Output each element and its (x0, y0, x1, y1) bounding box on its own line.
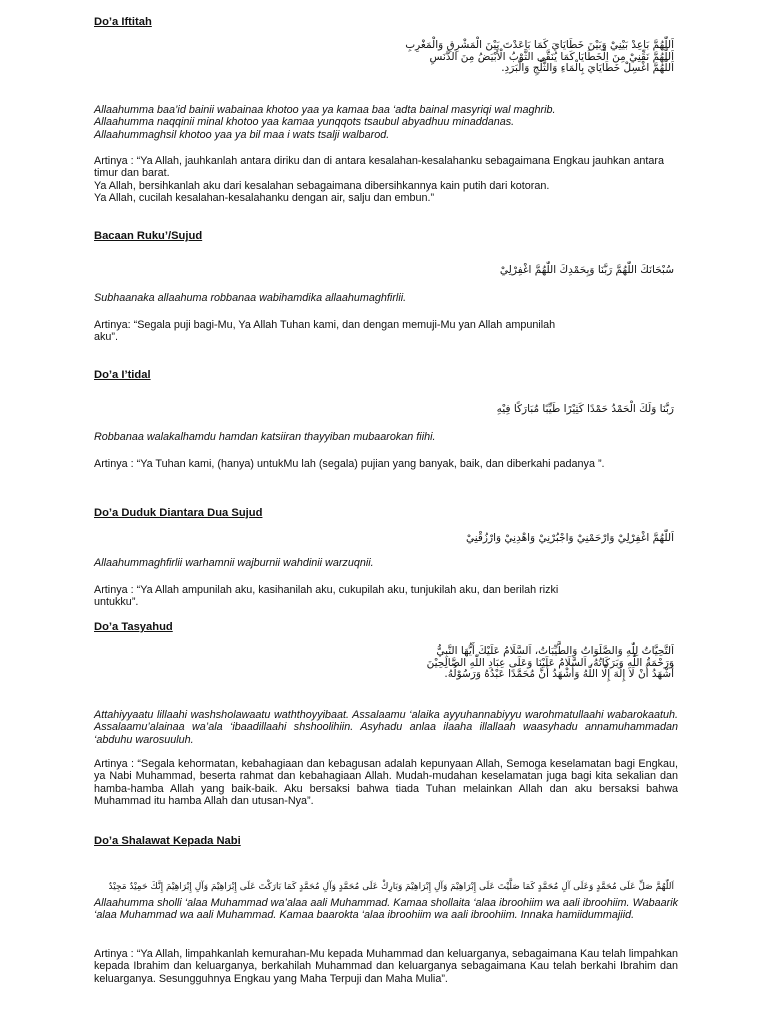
transliteration-shalawat: Allaahumma sholli ‘alaa Muhammad wa’alaa aali Muhammad. Kamaa shollaita ‘alaa ibroohiim wa aali ibroohiim. Wabaarik ‘alaa Muhammad wa aali Muhammad. Kamaa baarokta ‘alaa ibroohiim wa aali ibroohiim. Innaka hamiidummajiid. (94, 897, 678, 922)
arabic-line: اَلتَّحِيَّاتُ لِلّٰهِ وَالصَّلَوَاتُ وَالطَّيِّبَاتُ، اَلسَّلَامُ عَلَيْكَ أَيُّهَا النَّبِيُّ (436, 645, 674, 657)
translation-itidal (94, 458, 678, 470)
arabic-text-shalawat (109, 882, 675, 894)
arabic-line: اَللّٰهُمَّ نَقِّنِيْ مِنَ الْخَطَايَا كَمَا يُنَقَّى الثَّوْبُ الْأَبْيَضُ مِنَ الدَّنَسِ (429, 50, 674, 63)
transliteration-ruku-sujud (94, 292, 678, 304)
section-heading-ruku-sujud: Bacaan Ruku’/Sujud (94, 230, 203, 242)
arabic-line: رَبَّنَا وَلَكَ الْحَمْدُ حَمْدًا كَثِيْرًا طَيِّبًا مُبَارَكًا فِيْهِ (496, 403, 674, 415)
arabic-text-iftitah (405, 40, 674, 75)
section-heading-tasyahud: Do’a Tasyahud (94, 621, 173, 633)
section-heading-itidal: Do’a I’tidal (94, 369, 151, 381)
translation-line: Ya Allah, bersihkanlah aku dari kesalahan sebagaimana dibersihkannya kain putih dari kotoran. (94, 179, 550, 192)
translation-line: Artinya: “Segala puji bagi-Mu, Ya Allah Tuhan kami, dan dengan memuji-Mu yan Allah ampunilah (94, 319, 556, 331)
transliteration-line: Allaahummaghsil khotoo yaa ya bil maa i wats tsalji walbarod. (94, 128, 390, 141)
section-heading-iftitah: Do’a Iftitah (94, 16, 152, 28)
arabic-line: سُبْحَانَكَ اللّٰهُمَّ رَبَّنَا وَبِحَمْدِكَ اللّٰهُمَّ اغْفِرْلِيْ (499, 264, 674, 276)
arabic-text-ruku-sujud (500, 265, 674, 277)
translation-tasyahud (94, 758, 678, 807)
transliteration-itidal (94, 431, 678, 443)
transliteration-line: Subhaanaka allaahuma robbanaa wabihamdika allaahumaghfirlii. (94, 292, 407, 304)
translation-ruku-sujud (94, 319, 678, 344)
transliteration-iftitah (94, 104, 678, 141)
translation-shalawat (94, 948, 678, 985)
arabic-line: اَللّٰهُمَّ اغْفِرْلِيْ وَارْحَمْنِيْ وَاجْبُرْنِيْ وَاهْدِنِيْ وَارْزُقْنِيْ (465, 532, 674, 544)
translation-duduk-dua-sujud (94, 584, 678, 609)
translation-line: Artinya : “Ya Allah ampunilah aku, kasihanilah aku, cukupilah aku, tunjukilah aku, dan berilah rizki (94, 584, 559, 596)
translation-line: Artinya : “Segala kehormatan, kebahagiaan dan kebagusan adalah kepunyaan Allah, Semoga keselamatan bagi Engkau, ya Nabi Muhammad, beserta rahmat dan kebahagiaan Allah. Mudah-mudahan keselamatan juga bagi kita sekalian dan hamba-hamba Allah yang baik-baik. Aku bersaksi bahwa tiada Tuhan melainkan Allah dan aku bersaksi bahwa Muhammad itu hamba Allah dan utusan-Nya”. (94, 758, 678, 807)
section-heading-shalawat: Do’a Shalawat Kepada Nabi (94, 835, 241, 847)
transliteration-tasyahud: Attahiyyaatu lillaahi washsholawaatu waththoyyibaat. Assalaamu ‘alaika ayyuhannabiyyu warohmatullaahi wabarokaatuh. Assalaamu’alainaa wa’ala ‘ibaadillaahi shshoolihiin. Asyhadu anlaa ilaaha illallaah waasyhadu annamuhammadan ‘abduhu warosuuluh. (94, 709, 678, 746)
translation-line: Ya Allah, cucilah kesalahan-kesalahanku dengan air, salju dan embun.” (94, 191, 435, 204)
arabic-line: وَرَحْمَةُ اللّٰهِ وَبَرَكَاتُهُ، اَلسَّلَامُ عَلَيْنَا وَعَلَى عِبَادِ اللّٰهِ الصَّالِحِيْنَ (426, 656, 674, 669)
translation-line: untukku”. (94, 596, 139, 609)
translation-line: aku”. (94, 331, 119, 344)
arabic-text-duduk-dua-sujud (466, 533, 674, 545)
translation-line: Artinya : “Ya Allah, jauhkanlah antara diriku dan di antara kesalahan-kesalahanku sebagaimana Engkau jauhkan antara timur dan barat. (94, 155, 665, 180)
arabic-line: أَشْهَدُ أَنْ لَا إِلٰهَ إِلَّا اللّٰهُ وَأَشْهَدُ أَنَّ مُحَمَّدًا عَبْدُهُ وَرَسُوْلُهُ. (444, 668, 674, 680)
transliteration-line: Robbanaa walakalhamdu hamdan katsiiran thayyiban mubaarokan fiihi. (94, 431, 436, 443)
arabic-line: اَللّٰهُمَّ صَلِّ عَلَى مُحَمَّدٍ وَعَلَى آلِ مُحَمَّدٍ كَمَا صَلَّيْتَ عَلَى إِبْرَاهِيْمَ وَآلِ إِبْرَاهِيْمَ وَبَارِكْ عَلَى مُحَمَّدٍ وَآلِ مُحَمَّدٍ كَمَا بَارَكْتَ عَلَى إِبْرَاهِيْمَ وَآلِ إِبْرَاهِيْمَ إِنَّكَ حَمِيْدٌ مَجِيْدٌ (108, 882, 674, 892)
translation-line: Artinya : “Ya Allah, limpahkanlah kemurahan-Mu kepada Muhammad dan keluarganya, sebagaimana Kau telah limpahkan kepada Ibrahim dan keluarganya, berkahilah Muhammad dan keluarganya sebagaimana Kau telah berkahi Ibrahim dan keluarganya. Sesungguhnya Engkau yang Maha Terpuji dan Maha Mulia”. (94, 948, 678, 985)
arabic-line: اَللّٰهُمَّ بَاعِدْ بَيْنِيْ وَبَيْنَ خَطَايَايَ كَمَا بَاعَدْتَ بَيْنَ الْمَشْرِقِ وَالْمَغْرِبِ (405, 39, 674, 51)
arabic-line: اَللّٰهُمَّ اغْسِلْ خَطَايَايَ بِالْمَاءِ وَالثَّلْجِ وَالْبَرَدِ. (501, 62, 674, 74)
transliteration-duduk-dua-sujud (94, 557, 678, 569)
transliteration-line: Allaahumma baa’id bainii wabainaa khotoo yaa ya kamaa baa ‘adta bainal masyriqi wal maghrib. (94, 104, 556, 116)
translation-line: Artinya : “Ya Tuhan kami, (hanya) untukMu lah (segala) pujian yang banyak, baik, dan diberkahi padanya ”. (94, 458, 605, 470)
arabic-text-itidal (497, 404, 674, 416)
arabic-text-tasyahud (427, 646, 674, 681)
transliteration-line: Allaahummaghfirlii warhamnii wajburnii wahdinii warzuqnii. (94, 557, 374, 569)
translation-iftitah (94, 155, 678, 204)
section-heading-duduk-dua-sujud: Do’a Duduk Diantara Dua Sujud (94, 507, 263, 519)
transliteration-line: Allaahumma naqqinii minal khotoo yaa kamaa yunqqots tsaubul abyadhuu minaddanas. (94, 116, 515, 129)
